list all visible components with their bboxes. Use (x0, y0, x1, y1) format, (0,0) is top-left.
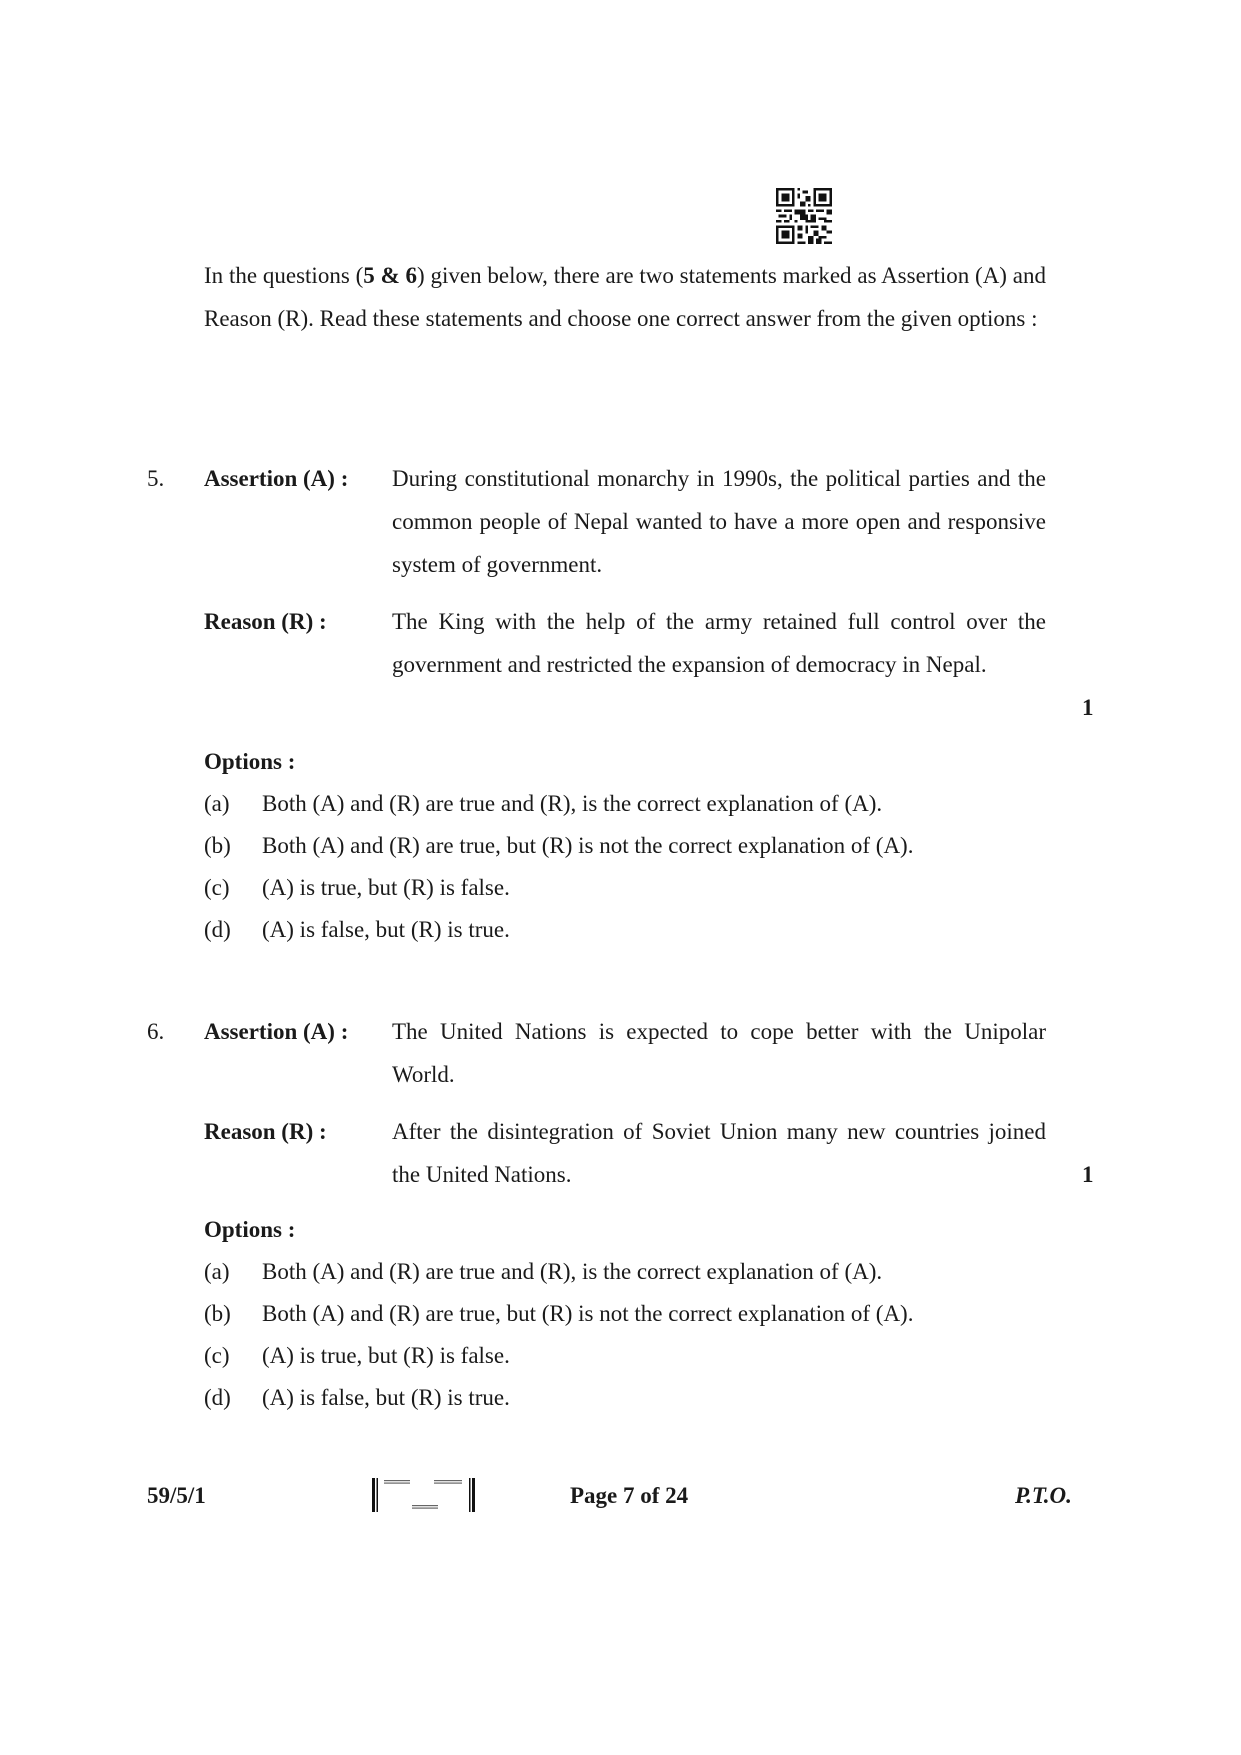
assertion-label: Assertion (A) : (204, 466, 349, 491)
please-turn-over: P.T.O. (1015, 1483, 1072, 1508)
question-number: 6. (147, 1019, 165, 1044)
option-letter: (a) (204, 791, 230, 816)
assertion-text: The United Nations is expected to cope better with the Unipolar World. (392, 1019, 1046, 1087)
option-letter: (d) (204, 1385, 231, 1410)
option-letter: (d) (204, 917, 231, 942)
options-title: Options : (204, 1217, 296, 1242)
page-number: Page 7 of 24 (570, 1483, 689, 1508)
question-number: 5. (147, 466, 165, 491)
option-text: Both (A) and (R) are true, but (R) is not the correct explanation of (A). (262, 833, 914, 858)
option-letter: (b) (204, 1301, 231, 1326)
qr-code-icon (776, 188, 832, 244)
option-text: (A) is true, but (R) is false. (262, 1343, 510, 1368)
option-c[interactable] (204, 866, 510, 909)
option-c[interactable] (204, 1334, 510, 1377)
marks: 1 (1082, 1162, 1094, 1187)
option-b[interactable] (204, 824, 913, 867)
reason-text: After the disintegration of Soviet Union many new countries joined the United Nations. (392, 1119, 1046, 1187)
option-letter: (b) (204, 833, 231, 858)
option-letter: (c) (204, 1343, 230, 1368)
option-d[interactable] (204, 1376, 510, 1419)
option-text: Both (A) and (R) are true and (R), is the correct explanation of (A). (262, 1259, 883, 1284)
intro-question-range: 5 & 6 (363, 263, 418, 288)
option-d[interactable] (204, 908, 510, 951)
option-text: (A) is false, but (R) is true. (262, 917, 510, 942)
marks: 1 (1082, 695, 1094, 720)
assertion-label: Assertion (A) : (204, 1019, 349, 1044)
assertion-text: During constitutional monarchy in 1990s, the political parties and the common people of Nepal wanted to have a more open and responsive system of government. (392, 466, 1046, 577)
option-text: (A) is false, but (R) is true. (262, 1385, 510, 1410)
instructions-paragraph (204, 254, 1046, 340)
options-title: Options : (204, 749, 296, 774)
option-text: (A) is true, but (R) is false. (262, 875, 510, 900)
option-letter: (a) (204, 1259, 230, 1284)
intro-suffix: ) given below, there are two statements marked as Assertion (A) and Reason (R). Read these statements and choose one correct answer from the given options : (204, 263, 1046, 331)
reason-text: The King with the help of the army retained full control over the government and restricted the expansion of democracy in Nepal. (392, 609, 1046, 677)
option-text: Both (A) and (R) are true and (R), is the correct explanation of (A). (262, 791, 883, 816)
reason-label: Reason (R) : (204, 1119, 327, 1144)
reason-label: Reason (R) : (204, 609, 327, 634)
paper-code: 59/5/1 (147, 1483, 206, 1508)
option-b[interactable] (204, 1292, 913, 1335)
option-text: Both (A) and (R) are true, but (R) is not the correct explanation of (A). (262, 1301, 914, 1326)
barcode-icon (372, 1478, 476, 1514)
intro-prefix: In the questions ( (204, 263, 364, 288)
option-a[interactable] (204, 1250, 882, 1293)
option-letter: (c) (204, 875, 230, 900)
option-a[interactable] (204, 782, 882, 825)
